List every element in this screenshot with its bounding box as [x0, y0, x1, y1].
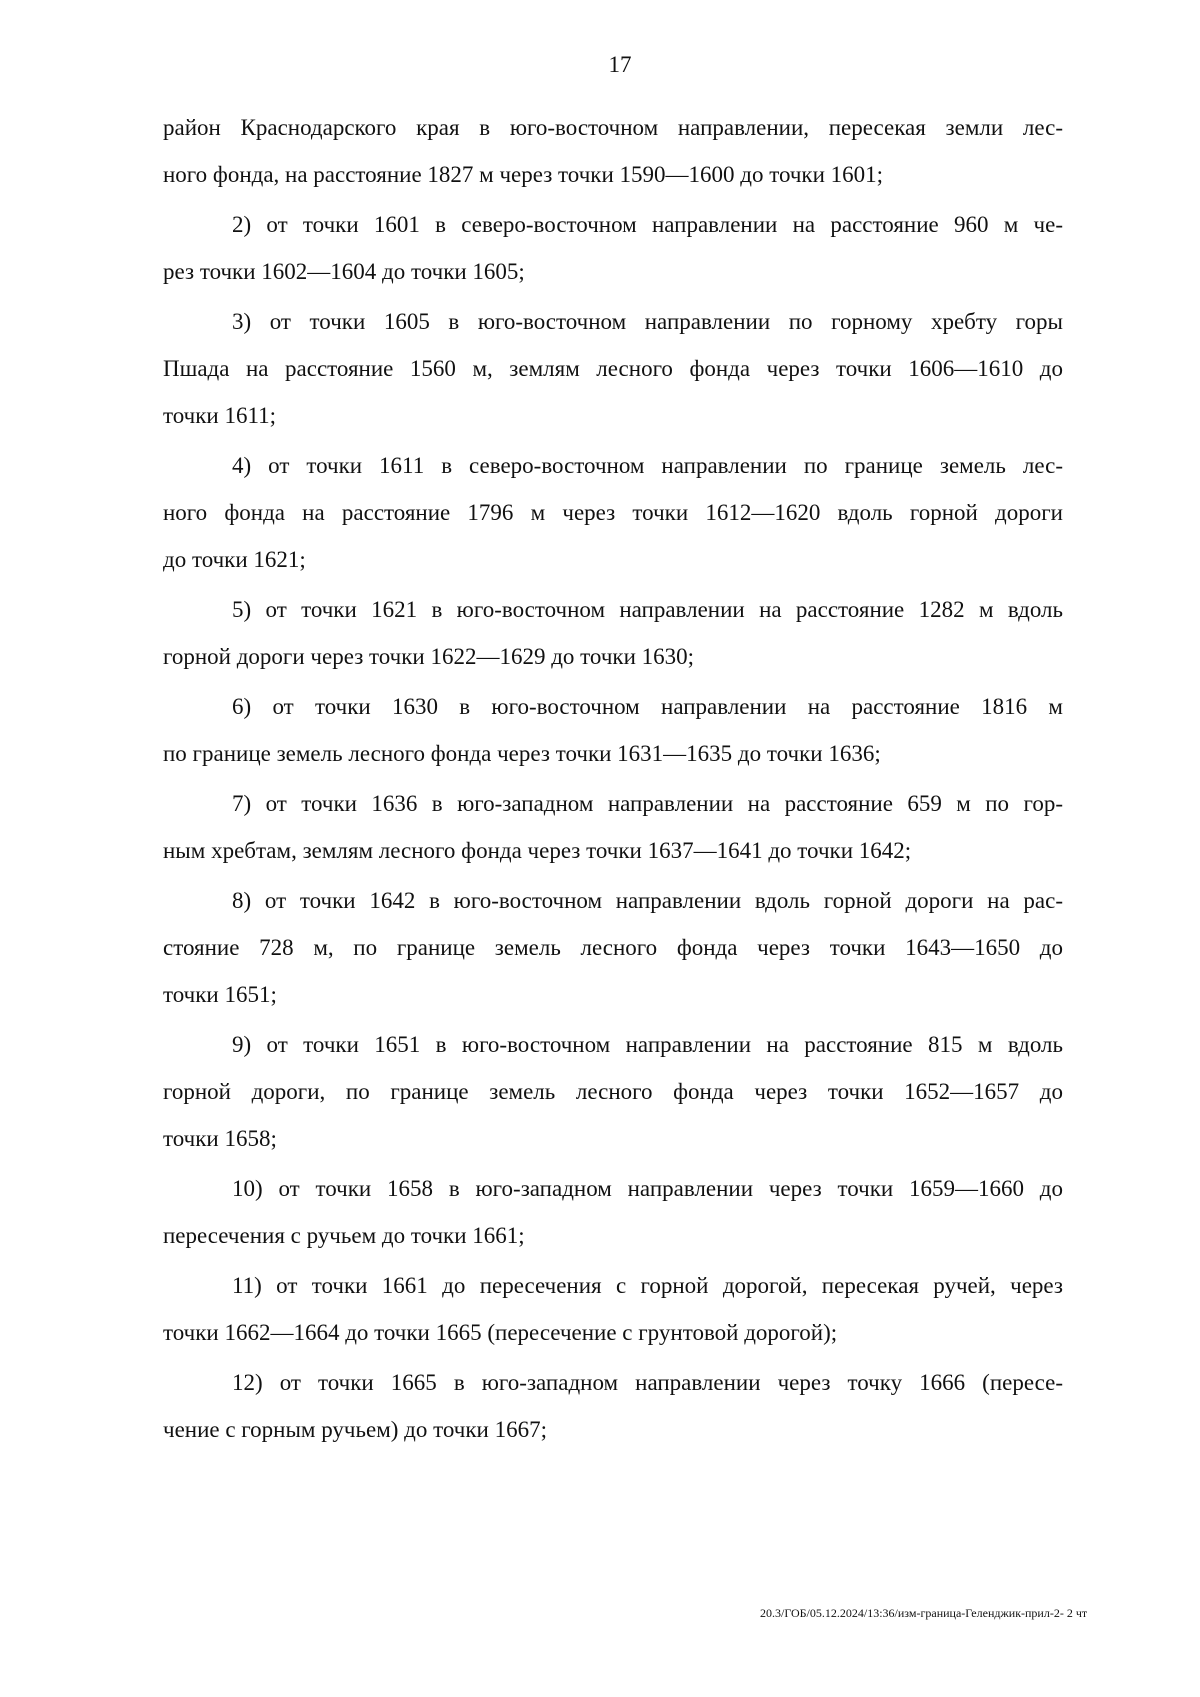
paragraph [163, 586, 1063, 680]
paragraph [163, 1165, 1063, 1259]
text-line: 7) от точки 1636 в юго-западном направлении на расстояние 659 м по гор- [232, 791, 1063, 816]
text-line: 3) от точки 1605 в юго-восточном направлении по горному хребту горы [232, 309, 1063, 334]
paragraph [163, 1359, 1063, 1453]
page-number: 17 [608, 52, 632, 77]
paragraph [163, 1262, 1063, 1356]
paragraph [163, 780, 1063, 874]
text-line: ного фонда, на расстояние 1827 м через точки 1590—1600 до точки 1601; [163, 162, 884, 187]
text-line: горной дороги, по границе земель лесного фонда через точки 1652—1657 до [163, 1079, 1063, 1104]
paragraph [163, 877, 1063, 1018]
text-line: горной дороги через точки 1622—1629 до точки 1630; [163, 644, 695, 669]
text-line: 10) от точки 1658 в юго-западном направлении через точки 1659—1660 до [232, 1176, 1063, 1201]
text-line: стояние 728 м, по границе земель лесного фонда через точки 1643—1650 до [163, 935, 1063, 960]
text-line: чение с горным ручьем) до точки 1667; [163, 1417, 547, 1442]
footer-document-code: 20.3/ГОБ/05.12.2024/13:36/изм-граница-Геленджик-прил-2- 2 чт [760, 1606, 1088, 1620]
text-line: 9) от точки 1651 в юго-восточном направлении на расстояние 815 м вдоль [232, 1032, 1063, 1057]
text-line: 2) от точки 1601 в северо-восточном направлении на расстояние 960 м че- [232, 212, 1063, 237]
text-line: точки 1662—1664 до точки 1665 (пересечение с грунтовой дорогой); [163, 1320, 838, 1345]
paragraph [163, 1021, 1063, 1162]
paragraph [163, 298, 1063, 439]
text-line: точки 1658; [163, 1126, 277, 1151]
paragraph [163, 442, 1063, 583]
text-line: Пшада на расстояние 1560 м, землям лесного фонда через точки 1606—1610 до [163, 356, 1063, 381]
text-line: ным хребтам, землям лесного фонда через точки 1637—1641 до точки 1642; [163, 838, 912, 863]
document-body [163, 104, 1063, 1456]
text-line: 8) от точки 1642 в юго-восточном направлении вдоль горной дороги на рас- [232, 888, 1063, 913]
text-line: до точки 1621; [163, 547, 306, 572]
text-line: рез точки 1602—1604 до точки 1605; [163, 259, 525, 284]
text-line: пересечения с ручьем до точки 1661; [163, 1223, 525, 1248]
text-line: точки 1611; [163, 403, 276, 428]
text-line: 11) от точки 1661 до пересечения с горной дорогой, пересекая ручей, через [232, 1273, 1063, 1298]
paragraph [163, 104, 1063, 198]
text-line: 5) от точки 1621 в юго-восточном направлении на расстояние 1282 м вдоль [232, 597, 1063, 622]
text-line: ного фонда на расстояние 1796 м через точки 1612—1620 вдоль горной дороги [163, 500, 1063, 525]
paragraph [163, 201, 1063, 295]
text-line: район Краснодарского края в юго-восточном направлении, пересекая земли лес- [163, 115, 1063, 140]
paragraph [163, 683, 1063, 777]
text-line: по границе земель лесного фонда через точки 1631—1635 до точки 1636; [163, 741, 881, 766]
text-line: 6) от точки 1630 в юго-восточном направлении на расстояние 1816 м [232, 694, 1063, 719]
text-line: 4) от точки 1611 в северо-восточном направлении по границе земель лес- [232, 453, 1063, 478]
text-line: 12) от точки 1665 в юго-западном направлении через точку 1666 (пересе- [232, 1370, 1063, 1395]
text-line: точки 1651; [163, 982, 277, 1007]
